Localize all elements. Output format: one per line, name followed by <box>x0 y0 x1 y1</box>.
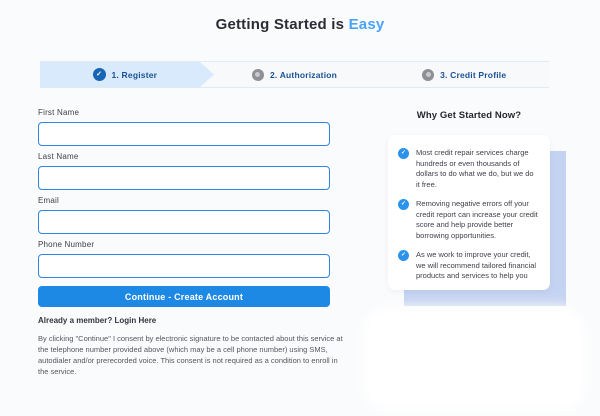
benefits-card <box>388 135 550 290</box>
last-name-field[interactable] <box>38 166 330 190</box>
login-here-link[interactable]: Already a member? Login Here <box>38 316 157 325</box>
benefit-text: Most credit repair services charge hundreds or even thousands of dollars to do what we do, but we do it free. <box>416 148 534 189</box>
step-credit-profile[interactable] <box>379 62 549 87</box>
register-form <box>38 108 343 377</box>
step-authorization-label: 2. Authorization <box>269 69 338 80</box>
list-item <box>398 199 538 241</box>
white-overlay-card <box>370 314 578 404</box>
consent-disclaimer-text: By clicking "Continue" I consent by electronic signature to be contacted about this service at the telephone number provided above (which may be a cell phone number) using SMS, autodialer and/or prerecorded voice. This consent is not required as a condition to enroll in the service. <box>38 334 343 376</box>
benefit-text: Removing negative errors off your credit report can increase your credit score and help provide better borrowing opportunities. <box>416 199 538 240</box>
progress-stepper <box>40 61 549 88</box>
check-circle-icon: ✓ <box>398 148 409 159</box>
last-name-label: Last Name <box>38 152 79 161</box>
step-register[interactable] <box>40 62 210 87</box>
page-title <box>0 16 600 33</box>
step-credit-profile-label: 3. Credit Profile <box>440 69 507 80</box>
pending-circle-icon <box>422 69 434 81</box>
benefit-text: As we work to improve your credit, we will recommend tailored financial products and services to help you <box>416 250 537 280</box>
step-register-label: 1. Register <box>111 69 158 80</box>
phone-number-label: Phone Number <box>38 240 95 249</box>
first-name-label: First Name <box>38 108 80 117</box>
step-authorization[interactable] <box>210 62 380 87</box>
first-name-field[interactable] <box>38 122 330 146</box>
check-circle-icon: ✓ <box>398 250 409 261</box>
phone-number-group <box>38 240 330 278</box>
list-item <box>398 148 538 190</box>
phone-number-field[interactable] <box>38 254 330 278</box>
check-circle-icon: ✓ <box>398 199 409 210</box>
benefits-panel <box>388 135 566 306</box>
list-item <box>398 250 538 282</box>
last-name-group <box>38 152 330 190</box>
page-title-highlight: Easy <box>348 16 385 33</box>
pending-circle-icon <box>252 69 264 81</box>
email-group <box>38 196 330 234</box>
email-field[interactable] <box>38 210 330 234</box>
first-name-group <box>38 108 330 146</box>
check-circle-icon: ✓ <box>93 68 106 81</box>
page-title-prefix: Getting Started is <box>215 16 349 33</box>
continue-create-account-button[interactable]: Continue - Create Account <box>38 286 330 307</box>
benefits-heading: Why Get Started Now? <box>416 110 522 121</box>
email-label: Email <box>38 196 60 205</box>
